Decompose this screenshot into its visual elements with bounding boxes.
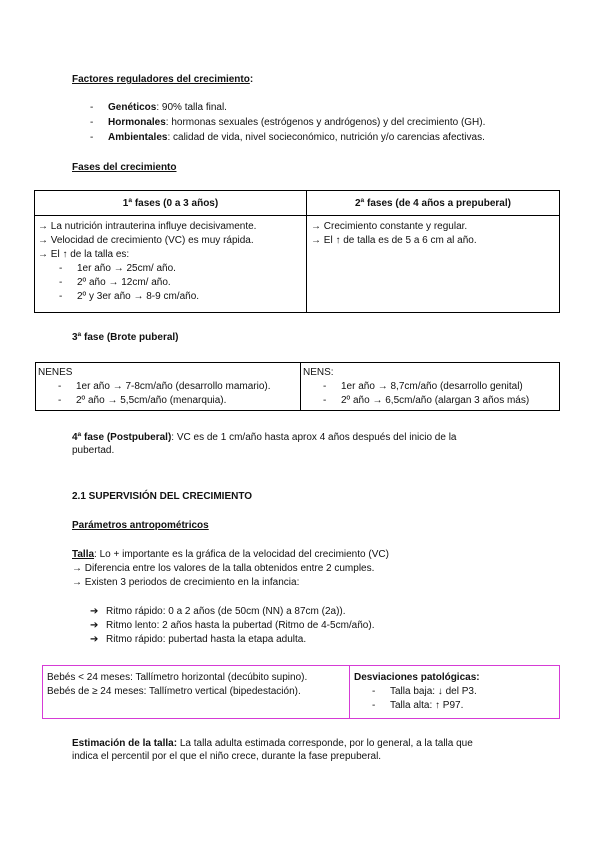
bullet-dash: - bbox=[59, 277, 63, 288]
supervision-heading: 2.1 SUPERVISIÓN DEL CRECIMIENTO bbox=[72, 491, 253, 502]
fase4-label: 4ª fase (Postpuberal) bbox=[72, 432, 172, 443]
factor-label: Genéticos bbox=[108, 102, 157, 113]
tallimetro-line: Bebés de ≥ 24 meses: Tallímetro vertical (bipedestación). bbox=[47, 686, 301, 697]
fases-col1-cell bbox=[35, 216, 307, 313]
fases-title: Fases del crecimiento bbox=[72, 162, 177, 173]
bullet-dash: - bbox=[58, 381, 62, 392]
tallimetro-left-cell bbox=[43, 666, 350, 719]
subitem-text: 2º año → 12cm/ año. bbox=[77, 277, 171, 288]
talla-text: : Lo + importante es la gráfica de la velocidad del crecimiento (VC) bbox=[94, 549, 389, 560]
factor-label: Ambientales bbox=[108, 132, 168, 143]
factores-title-text: Factores reguladores del crecimiento bbox=[72, 74, 250, 85]
fase4-text: : VC es de 1 cm/año hasta aprox 4 años después del inicio de la bbox=[171, 432, 457, 443]
talla-subline: → Diferencia entre los valores de la talla obtenidos entre 2 cumples. bbox=[72, 563, 375, 574]
item-text: 2º año → 6,5cm/año (alargan 3 años más) bbox=[341, 395, 530, 406]
fases-col1-header: 1ª fases (0 a 3 años) bbox=[35, 191, 307, 216]
fase4-paragraph bbox=[72, 431, 558, 457]
fase3-table bbox=[35, 362, 560, 411]
bullet-dash: - bbox=[59, 263, 63, 274]
subitem-text: 1er año → 25cm/ año. bbox=[77, 263, 176, 274]
bullet-dash: - bbox=[372, 686, 376, 697]
fases-col1-line: → El ↑ de la talla es: bbox=[38, 249, 130, 260]
item-text: 2º año → 5,5cm/año (menarquia). bbox=[76, 395, 227, 406]
item-text: 1er año → 7-8cm/año (desarrollo mamario). bbox=[76, 381, 271, 392]
bullet-dash: - bbox=[90, 132, 94, 143]
estimacion-text-cont: indica el percentil por el que el niño crece, durante la fase prepuberal. bbox=[72, 751, 382, 762]
fase3-title: 3ª fase (Brote puberal) bbox=[72, 332, 179, 343]
factores-title bbox=[72, 73, 253, 86]
tallimetro-line: Bebés < 24 meses: Tallímetro horizontal (decúbito supino). bbox=[47, 672, 308, 683]
estimacion-label: Estimación de la talla: bbox=[72, 738, 178, 749]
fases-table bbox=[34, 190, 560, 313]
factores-title-colon: : bbox=[249, 74, 254, 85]
talla-subline: → Existen 3 periodos de crecimiento en la infancia: bbox=[72, 577, 300, 588]
fase3-left-title: NENES bbox=[38, 367, 73, 378]
tallimetro-box bbox=[42, 665, 560, 719]
period-text: Ritmo rápido: pubertad hasta la etapa adulta. bbox=[106, 634, 307, 645]
bullet-dash: - bbox=[90, 117, 94, 128]
bullet-dash: - bbox=[59, 291, 63, 302]
fases-col1-line: → Velocidad de crecimiento (VC) es muy rápida. bbox=[38, 235, 254, 246]
talla-line bbox=[72, 548, 389, 561]
factor-text: : hormonas sexuales (estrógenos y andrógenos) y del crecimiento (GH). bbox=[165, 117, 486, 128]
desviaciones-cell bbox=[350, 666, 560, 719]
bullet-dash: - bbox=[323, 395, 327, 406]
item-text: Talla baja: ↓ del P3. bbox=[390, 686, 477, 697]
item-text: Talla alta: ↑ P97. bbox=[390, 700, 464, 711]
fase3-right-cell bbox=[301, 363, 560, 411]
bullet-dash: - bbox=[58, 395, 62, 406]
fases-col1-line: → La nutrición intrauterina influye decisivamente. bbox=[38, 221, 257, 232]
fases-col2-line: → Crecimiento constante y regular. bbox=[311, 221, 468, 232]
period-text: Ritmo lento: 2 años hasta la pubertad (Ritmo de 4-5cm/año). bbox=[106, 620, 375, 631]
desviaciones-title: Desviaciones patológicas: bbox=[354, 672, 480, 683]
fases-col2-line: → El ↑ de talla es de 5 a 6 cm al año. bbox=[311, 235, 477, 246]
factor-label: Hormonales bbox=[108, 117, 166, 128]
arrow-bullet-icon: ➔ bbox=[90, 606, 99, 617]
arrow-bullet-icon: ➔ bbox=[90, 634, 99, 645]
fase4-text-cont: pubertad. bbox=[72, 445, 115, 456]
item-text: 1er año → 8,7cm/año (desarrollo genital) bbox=[341, 381, 523, 392]
fase3-right-title: NENS: bbox=[303, 367, 334, 378]
fases-col2-cell bbox=[307, 216, 560, 313]
talla-label: Talla bbox=[72, 549, 95, 560]
bullet-dash: - bbox=[372, 700, 376, 711]
period-text: Ritmo rápido: 0 a 2 años (de 50cm (NN) a 87cm (2a)). bbox=[106, 606, 346, 617]
fase3-left-cell bbox=[36, 363, 301, 411]
bullet-dash: - bbox=[323, 381, 327, 392]
bullet-dash: - bbox=[90, 102, 94, 113]
parametros-subtitle: Parámetros antropométricos bbox=[72, 520, 209, 531]
factor-text: : 90% talla final. bbox=[156, 102, 227, 113]
estimacion-paragraph bbox=[72, 737, 558, 763]
fases-col2-header: 2ª fases (de 4 años a prepuberal) bbox=[307, 191, 560, 216]
estimacion-text: La talla adulta estimada corresponde, por lo general, a la talla que bbox=[177, 738, 473, 749]
arrow-bullet-icon: ➔ bbox=[90, 620, 99, 631]
factor-text: : calidad de vida, nivel socieconómico, nutrición y/o carencias afectivas. bbox=[167, 132, 485, 143]
subitem-text: 2º y 3er año → 8-9 cm/año. bbox=[77, 291, 200, 302]
